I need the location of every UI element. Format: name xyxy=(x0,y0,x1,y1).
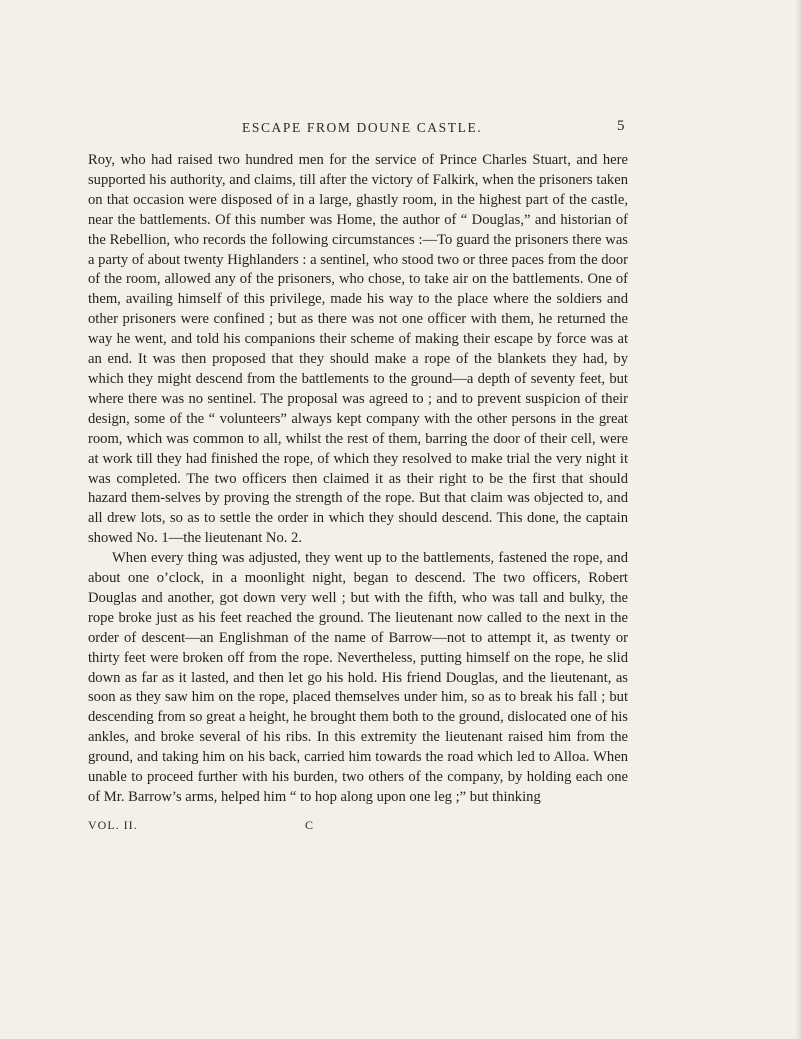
signature-mark: C xyxy=(305,818,314,832)
body-text xyxy=(88,151,628,808)
paragraph: When every thing was adjusted, they went up to the battlements, fastened the rope, and about one o’clock, in a moonlight night, began to descend. The two officers, Robert Douglas and another, got down very well ; but with the fifth, who was tall and bulky, the rope broke just as his feet reached the ground. The lieutenant now called to the next in the order of descent—an Englishman of the name of Barrow—not to attempt it, as twenty or thirty feet were broken off from the rope. Nevertheless, putting himself on the rope, he slid down as far as it lasted, and then let go his hold. His friend Douglas, and the lieutenant, as soon as they saw him on the rope, placed themselves under him, so as to break his fall ; but descending from so great a height, he brought them both to the ground, dislocated one of his ankles, and broke several of his ribs. In this extremity the lieutenant raised him from the ground, and taking him on his back, carried him towards the road which led to Alloa. When unable to proceed further with his burden, two others of the company, by holding each one of Mr. Barrow’s arms, helped him “ to hop along upon one leg ;” but thinking xyxy=(88,550,628,805)
page-number: 5 xyxy=(617,118,625,134)
page-edge-shadow xyxy=(795,0,801,1039)
volume-mark: VOL. II. xyxy=(88,818,138,832)
page-header xyxy=(0,120,801,144)
running-title: ESCAPE FROM DOUNE CASTLE. xyxy=(242,120,483,135)
paragraph: Roy, who had raised two hundred men for the service of Prince Charles Stuart, and here supported his authority, and claims, till after the victory of Falkirk, when the prisoners taken on that occasion were disposed of in a large, ghastly room, in the highest part of the castle, near the battlements. Of this number was Home, the author of “ Douglas,” and historian of the Rebellion, who records the following circumstances :—To guard the prisoners there was a party of about twenty Highlanders : a sentinel, who stood two or three paces from the door of the room, allowed any of the prisoners, who chose, to take air on the battlements. One of them, availing himself of this privilege, made his way to the place where the soldiers and other prisoners were confined ; but as there was not one officer with them, he returned the way he went, and told his companions their scheme of making their escape by force was at an end. It was then proposed that they should make a rope of the blankets they had, by which they might descend from the battlements to the ground—a depth of seventy feet, but where there was no sentinel. The proposal was agreed to ; and to prevent suspicion of their design, some of the “ volunteers” always kept company with the other persons in the great room, which was common to all, whilst the rest of them, barring the door of their cell, were at work till they had finished the rope, of which they resolved to make trial the very night it was completed. The two officers then claimed it as their right to be the first that should hazard them-selves by proving the strength of the rope. But that claim was objected to, and all drew lots, so as to settle the order in which they should descend. This done, the captain showed No. 1—the lieutenant No. 2. xyxy=(88,152,628,547)
